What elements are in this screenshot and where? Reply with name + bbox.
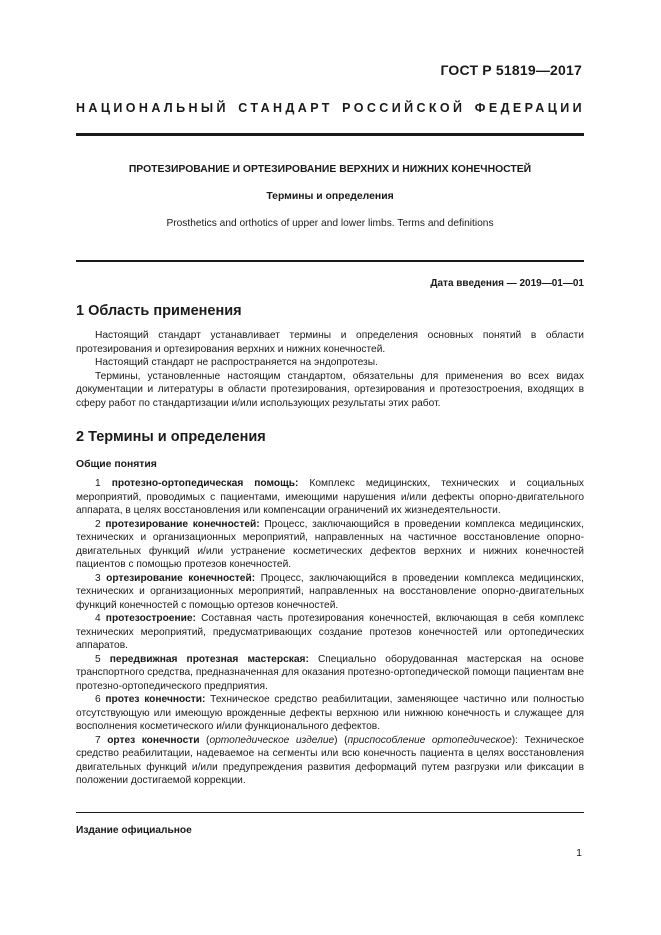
term-name: протез конечности: — [105, 694, 206, 705]
term-number: 5 — [95, 653, 101, 665]
term-number: 4 — [95, 613, 101, 624]
term-number: 1 — [95, 478, 101, 489]
term-number: 3 — [95, 572, 101, 584]
scope-paragraph: Настоящий стандарт устанавливает термины и определения основных понятий в области протезирования и ортезирования верхних и нижних конечностей. — [76, 330, 584, 355]
term-name: протезно-ортопедическая помощь: — [111, 478, 299, 489]
document-title: ПРОТЕЗИРОВАНИЕ И ОРТЕЗИРОВАНИЕ ВЕРХНИХ И НИЖНИХ КОНЕЧНОСТЕЙ — [128, 164, 532, 175]
term-number: 6 — [95, 694, 101, 705]
term-entry — [76, 572, 584, 613]
term-definition: Комплекс медицинских, технических и социальных мероприятий, проводимых с пациентами, имеющими нарушения и/или дефекты опорно-двигательного аппарата, в целях восстановления или компенсации ограничений их жизнедеятельности. — [76, 478, 584, 516]
term-name: протезирование конечностей: — [105, 518, 260, 530]
term-definition: Техническое средство реабилитации, заменяющее частично или полностью отсутствующую или имеющую врожденные дефекты верхнюю или нижнюю конечность и служащее для восполнения косметического и/или функционального дефектов. — [76, 694, 584, 732]
terms-group-title: Общие понятия — [76, 459, 157, 470]
term-synonym: ортопедическое изделие — [209, 734, 335, 746]
term-synonym-punct: ( — [199, 734, 210, 746]
term-definition: Составная часть протезирования конечностей, включающая в себя комплекс технических мероприятий, предусматривающих создание протезов конечностей или ортопедических аппаратов. — [76, 613, 584, 651]
term-synonym-punct: ): — [511, 734, 519, 746]
term-number: 2 — [95, 518, 101, 530]
page-number: 1 — [576, 847, 582, 859]
scope-paragraph: Термины, установленные настоящим стандартом, обязательны для применения во всех видах документации и литературы в области протезирования, ортезирования и протезостроения, входящих в сферу работ по стандартизации и/или использующих результаты этих работ. — [76, 370, 584, 409]
introduction-date: Дата введения — 2019—01—01 — [430, 278, 584, 289]
term-definition: Специально оборудованная мастерская на основе транспортного средства, предназначенная для оказания протезно-ортопедической помощи пациентам вне протезно-ортопедического предприятия. — [76, 653, 584, 692]
terms-list — [76, 477, 584, 788]
section-2-heading: 2 Термины и определения — [76, 429, 266, 445]
term-entry — [76, 653, 584, 694]
document-title-english: Prosthetics and orthotics of upper and lower limbs. Terms and definitions — [166, 218, 494, 229]
document-code: ГОСТ Р 51819—2017 — [440, 62, 582, 78]
term-synonym-punct: ) ( — [334, 734, 348, 746]
term-entry — [76, 734, 584, 788]
footer-divider — [76, 812, 584, 813]
term-definition: Техническое средство реабилитации, надеваемое на сегменты или всю конечность пациента в целях восстановления двигательных функций и/или предупреждения развития деформаций путем разгрузки или фиксации в положении достигаемой коррекции. — [76, 734, 585, 786]
document-subtitle: Термины и определения — [266, 191, 394, 202]
term-definition: Процесс, заключающийся в проведении комплекса медицинских, технических и организационных мероприятий, направленных на частичное восстановление опорно-двигательных функций и/или устранение косметических дефектов верхних и нижних конечностей пациентов с помощью протезов конечностей. — [76, 518, 584, 570]
term-name: протезостроение: — [105, 613, 196, 624]
official-edition-label: Издание официальное — [76, 825, 192, 836]
term-name: ортезирование конечностей: — [106, 572, 256, 584]
header-divider — [76, 133, 584, 136]
scope-paragraph: Настоящий стандарт не распространяется на эндопротезы. — [95, 357, 378, 368]
term-definition: Процесс, заключающийся в проведении комплекса медицинских, технических и организационных мероприятий, направленных на восстановление опорно-двигательных функций конечностей с помощью ортезов конечностей. — [76, 572, 584, 611]
term-name: передвижная протезная мастерская: — [109, 653, 309, 665]
term-entry — [76, 612, 584, 653]
term-number: 7 — [95, 734, 101, 746]
term-entry — [76, 518, 584, 572]
national-standard-heading: НАЦИОНАЛЬНЫЙ СТАНДАРТ РОССИЙСКОЙ ФЕДЕРАЦИИ — [76, 101, 585, 115]
term-entry — [76, 693, 584, 734]
term-synonym: приспособление ортопедическое — [347, 734, 512, 746]
term-entry — [76, 477, 584, 518]
section-1-heading: 1 Область применения — [76, 303, 242, 319]
title-divider — [76, 260, 584, 262]
section-1-body — [76, 329, 584, 410]
term-name: ортез конечности — [107, 734, 200, 746]
